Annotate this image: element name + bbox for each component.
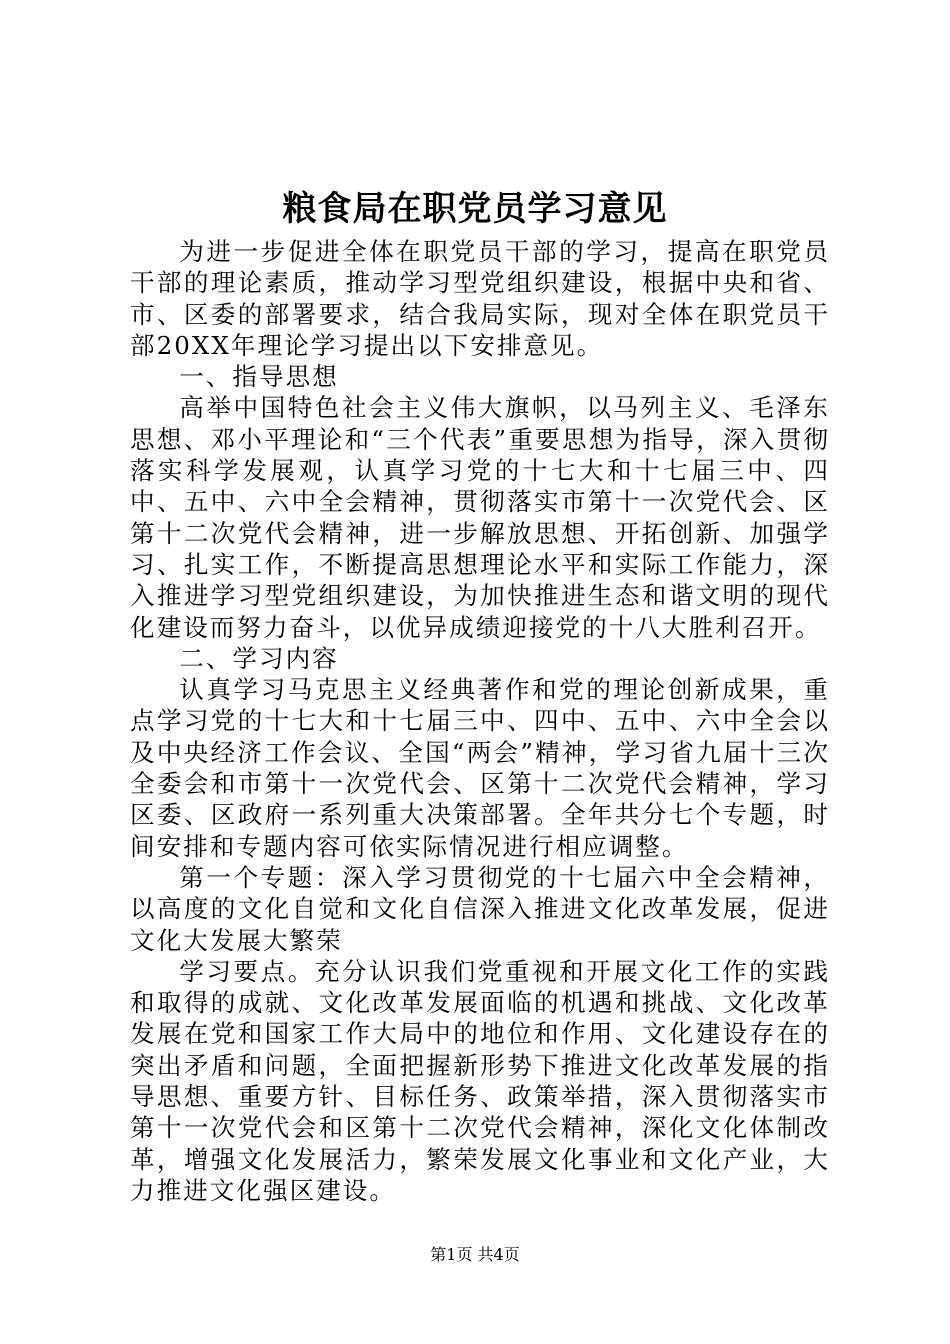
document-body [130, 236, 830, 1206]
guiding-ideology-paragraph: 高举中国特色社会主义伟大旗帜，以马列主义、毛泽东思想、邓小平理论和“三个代表”重要思想为指导，深入贯彻落实科学发展观，认真学习党的十七大和十七届三中、四中、五中、六中全会精神，贯彻落实市第十一次党代会、区第十二次党代会精神，进一步解放思想、开拓创新、加强学习、扎实工作，不断提高思想理论水平和实际工作能力，深入推进学习型党组织建设，为加快推进生态和谐文明的现代化建设而努力奋斗，以优异成绩迎接党的十八大胜利召开。 [130, 393, 830, 642]
topic-one-heading: 第一个专题：深入学习贯彻党的十七届六中全会精神，以高度的文化自觉和文化自信深入推进文化改革发展，促进文化大发展大繁荣 [130, 862, 830, 955]
study-points-paragraph: 学习要点。充分认识我们党重视和开展文化工作的实践和取得的成就、文化改革发展面临的机遇和挑战、文化改革发展在党和国家工作大局中的地位和作用、文化建设存在的突出矛盾和问题，全面把握新形势下推进文化改革发展的指导思想、重要方针、目标任务、政策举措，深入贯彻落实市第十一次党代会和区第十二次党代会精神，深化文化体制改革，增强文化发展活力，繁荣发展文化事业和文化产业，大力推进文化强区建设。 [130, 956, 830, 1205]
section-heading-study-content: 二、学习内容 [179, 643, 339, 673]
page-footer: 第1页 共4页 [430, 1245, 520, 1264]
intro-paragraph: 为进一步促进全体在职党员干部的学习，提高在职党员干部的理论素质，推动学习型党组织建设，根据中央和省、市、区委的部署要求，结合我局实际，现对全体在职党员干部20XX年理论学习提出以下安排意见。 [130, 237, 830, 360]
document-title: 粮食局在职党员学习意见 [282, 189, 668, 229]
study-content-paragraph: 认真学习马克思主义经典著作和党的理论创新成果，重点学习党的十七大和十七届三中、四中、五中、六中全会以及中央经济工作会议、全国“两会”精神，学习省九届十三次全委会和市第十一次党代会、区第十二次党代会精神，学习区委、区政府一系列重大决策部署。全年共分七个专题，时间安排和专题内容可依实际情况进行相应调整。 [130, 675, 830, 861]
section-heading-guiding-ideology: 一、指导思想 [179, 362, 339, 392]
